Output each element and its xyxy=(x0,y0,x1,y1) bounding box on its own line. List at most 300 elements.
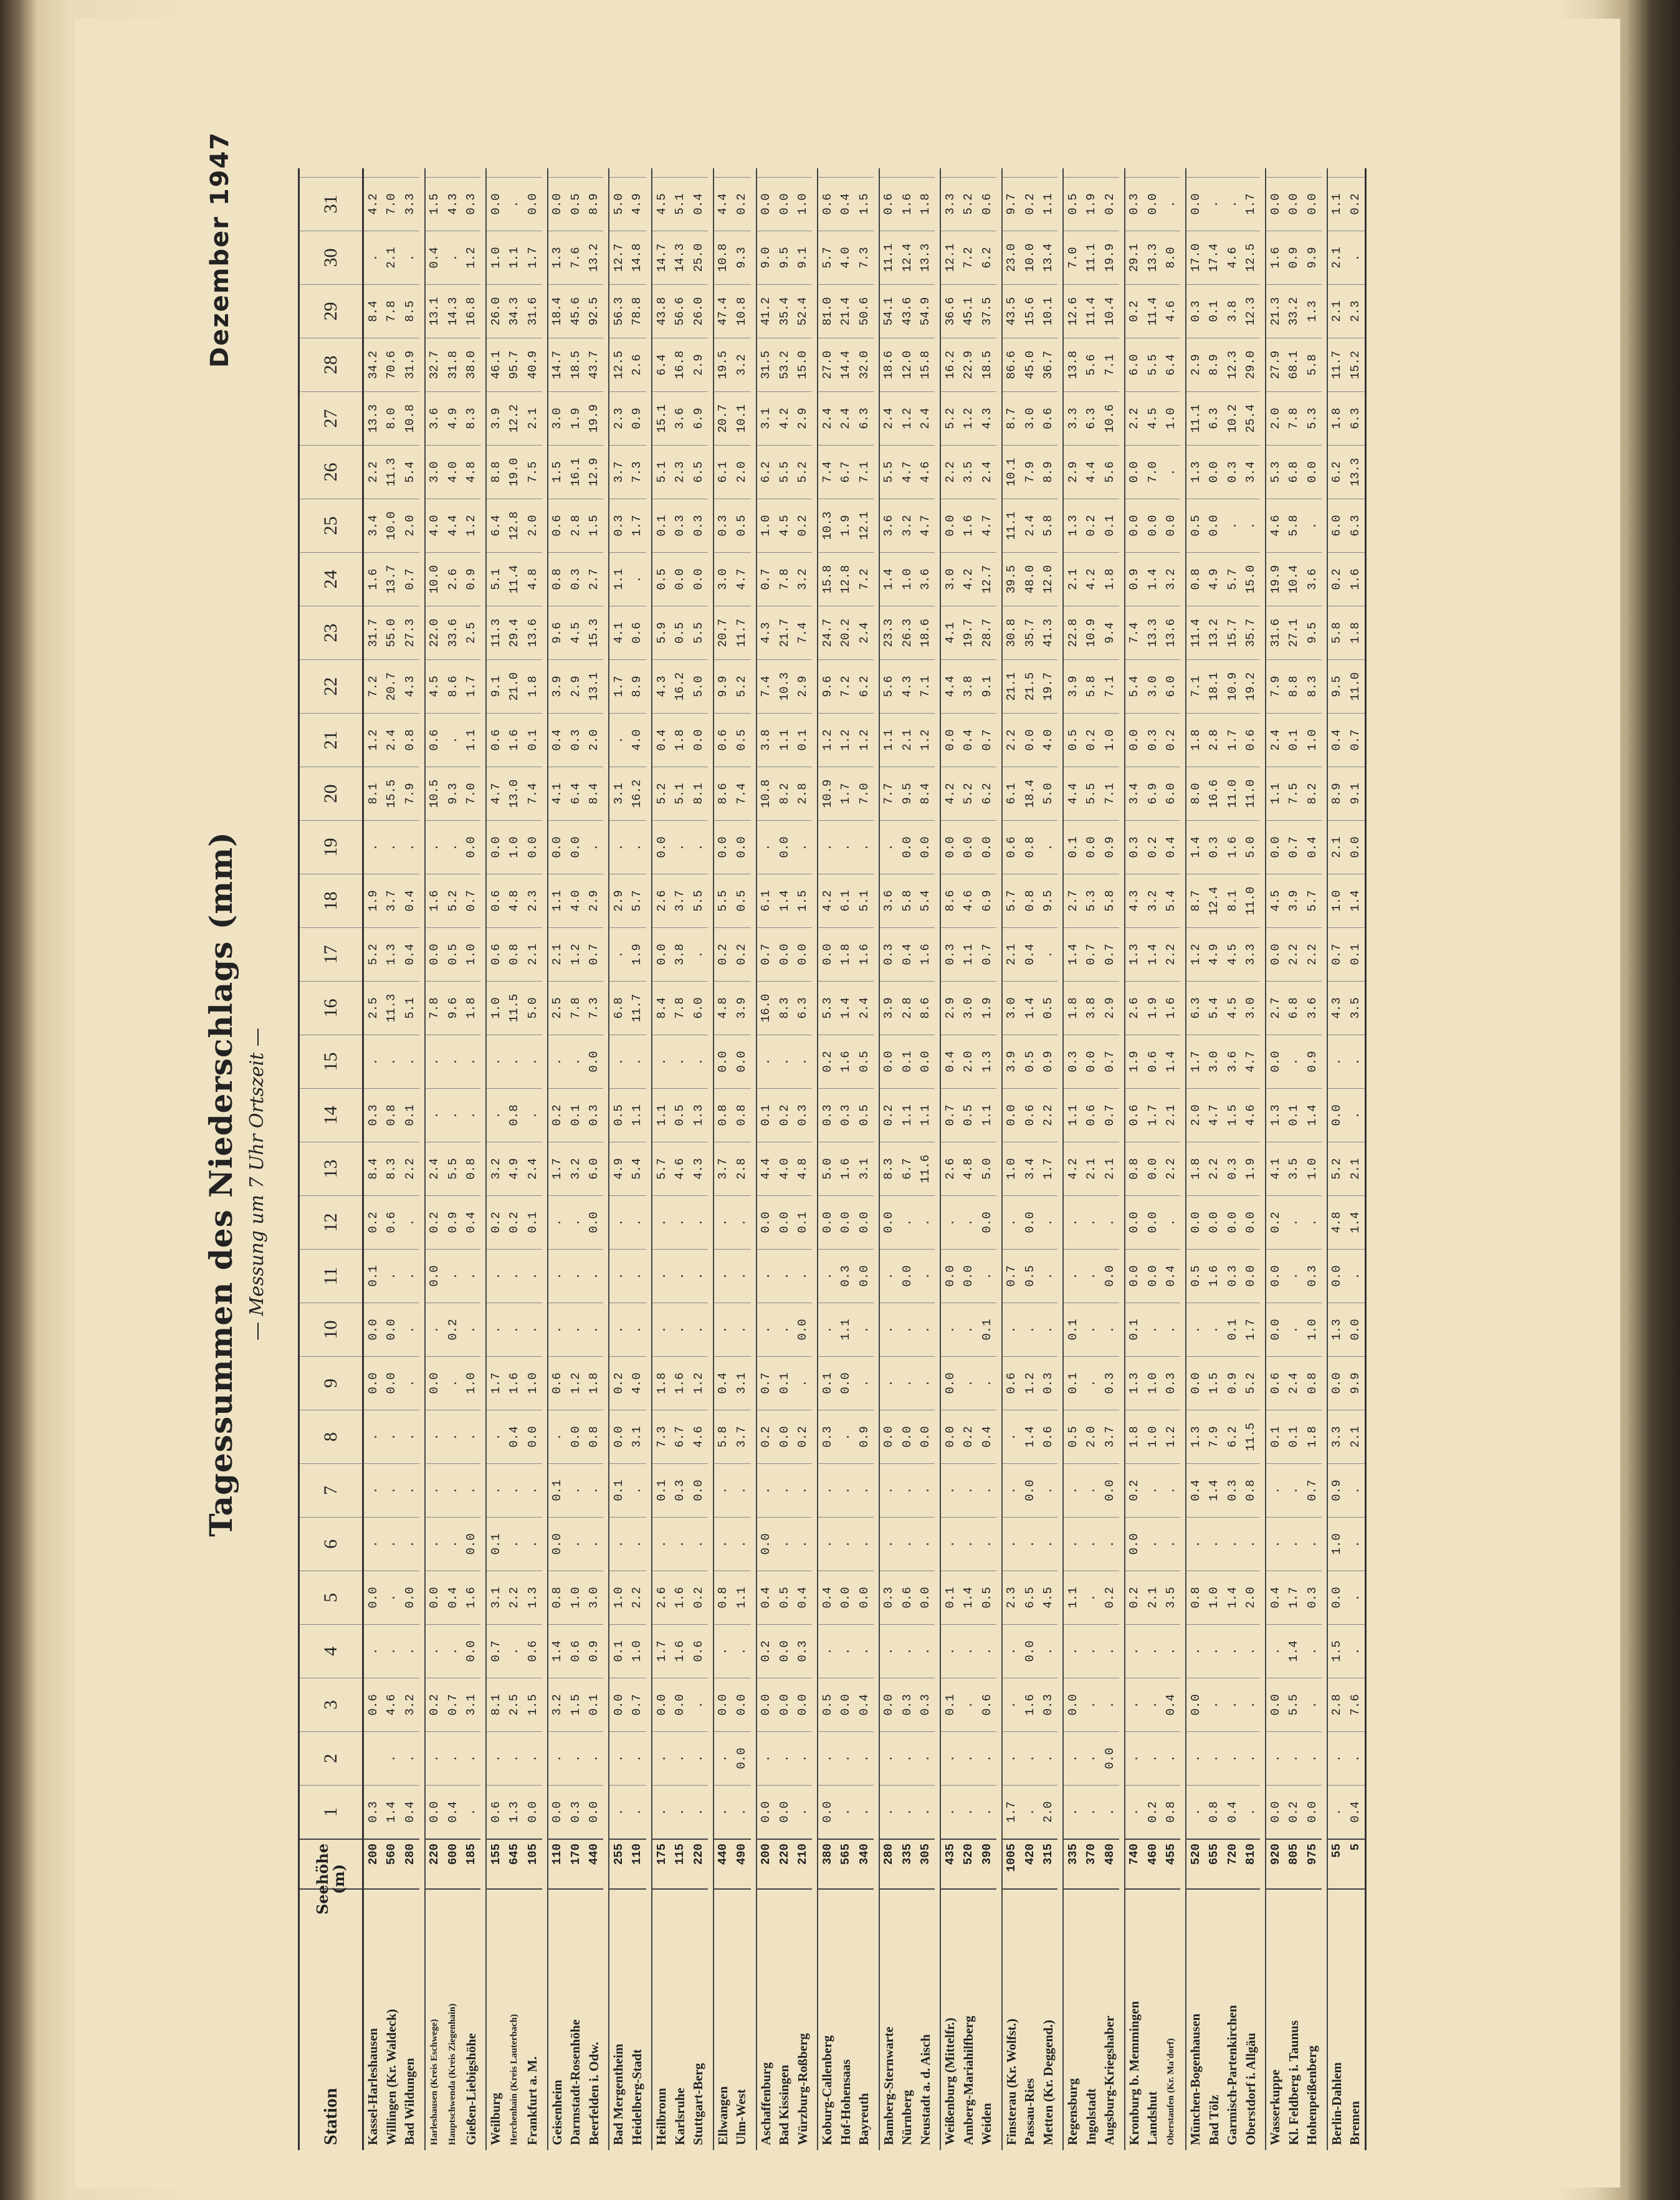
precipitation-value: 2.2 xyxy=(1003,713,1021,767)
precipitation-value: 4.6 xyxy=(689,1410,708,1463)
precipitation-value: 1.1 xyxy=(732,1571,751,1624)
table-row xyxy=(1346,168,1365,2150)
precipitation-value: 3.7 xyxy=(732,1410,751,1463)
table-row xyxy=(1143,168,1162,2150)
station-name: Augsburg-Kriegshaber xyxy=(1100,1888,1119,2150)
precipitation-value: 4.3 xyxy=(898,659,917,713)
precipitation-value: 0.0 xyxy=(1125,713,1144,767)
precipitation-value: . xyxy=(1266,1731,1285,1785)
station-elevation: 380 xyxy=(818,1839,837,1888)
table-row xyxy=(940,168,960,2150)
precipitation-value: 0.0 xyxy=(364,1571,383,1624)
precipitation-value: . xyxy=(960,1517,978,1571)
precipitation-value: 5.3 xyxy=(1082,874,1101,927)
header-day: 16 xyxy=(300,981,362,1035)
precipitation-value: . xyxy=(1143,1624,1162,1678)
station-elevation: 280 xyxy=(880,1839,899,1888)
precipitation-value: 0.7 xyxy=(628,1678,647,1731)
precipitation-value: 11.7 xyxy=(628,981,647,1035)
precipitation-value: . xyxy=(898,1195,917,1249)
precipitation-value: . xyxy=(689,927,708,981)
precipitation-value: 1.8 xyxy=(585,1356,604,1410)
precipitation-value: 13.4 xyxy=(1039,231,1058,284)
precipitation-value: 26.0 xyxy=(487,284,505,338)
precipitation-value: 38.0 xyxy=(462,338,481,391)
precipitation-value: 8.3 xyxy=(880,1142,899,1195)
precipitation-value: . xyxy=(487,1303,505,1356)
precipitation-value: 18.6 xyxy=(917,606,935,659)
precipitation-value: 0.7 xyxy=(487,1624,505,1678)
precipitation-value: 1.5 xyxy=(585,499,604,552)
precipitation-value: 1.6 xyxy=(898,177,917,231)
precipitation-value: 1.4 xyxy=(960,1571,978,1624)
precipitation-value: 0.6 xyxy=(880,177,899,231)
precipitation-value: 2.7 xyxy=(1064,874,1082,927)
precipitation-value: 0.8 xyxy=(1242,1463,1261,1517)
precipitation-value: 16.0 xyxy=(757,981,776,1035)
precipitation-value: 0.2 xyxy=(1125,1463,1144,1517)
precipitation-value: 4.9 xyxy=(628,177,647,231)
precipitation-value: 1.8 xyxy=(523,659,542,713)
precipitation-value: . xyxy=(1346,231,1365,284)
precipitation-value: 1.6 xyxy=(960,499,978,552)
station-elevation: 440 xyxy=(714,1839,733,1888)
table-row xyxy=(917,168,935,2150)
precipitation-value: 1.6 xyxy=(917,927,935,981)
precipitation-value: 20.7 xyxy=(714,391,733,445)
precipitation-value: 1.1 xyxy=(609,552,628,606)
station-name: Herchenhain (Kreis Lauterbach) xyxy=(505,1888,524,2150)
precipitation-value: 0.0 xyxy=(1266,1678,1285,1731)
precipitation-value: 1.6 xyxy=(505,1356,524,1410)
precipitation-value: . xyxy=(1205,1731,1224,1785)
precipitation-value: 26.3 xyxy=(898,606,917,659)
precipitation-value: 4.1 xyxy=(609,606,628,659)
precipitation-value: 18.5 xyxy=(566,338,585,391)
precipitation-value: 11.3 xyxy=(383,981,401,1035)
precipitation-value: 0.7 xyxy=(1328,927,1347,981)
precipitation-value: 29.4 xyxy=(505,606,524,659)
header-day: 7 xyxy=(300,1463,362,1517)
precipitation-value: 11.5 xyxy=(1242,1410,1261,1463)
precipitation-value: 3.0 xyxy=(1003,981,1021,1035)
precipitation-value: . xyxy=(1186,1624,1205,1678)
precipitation-value: 2.2 xyxy=(1162,927,1181,981)
precipitation-value: . xyxy=(505,1463,524,1517)
header-day: 18 xyxy=(300,874,362,927)
precipitation-value: 0.0 xyxy=(1143,1195,1162,1249)
precipitation-value: . xyxy=(401,1410,419,1463)
precipitation-value: 0.1 xyxy=(523,713,542,767)
precipitation-value: 5.0 xyxy=(818,1142,837,1195)
precipitation-value: 13.3 xyxy=(1143,231,1162,284)
precipitation-value: . xyxy=(818,1517,837,1571)
precipitation-value: 0.3 xyxy=(689,499,708,552)
precipitation-value: 2.6 xyxy=(941,1142,960,1195)
precipitation-value: . xyxy=(462,1303,481,1356)
precipitation-value: 0.5 xyxy=(1021,1249,1039,1303)
precipitation-value: 1.0 xyxy=(609,1571,628,1624)
precipitation-value: 7.9 xyxy=(401,767,419,820)
precipitation-value: 0.0 xyxy=(775,1410,794,1463)
precipitation-value: 2.2 xyxy=(628,1571,647,1624)
precipitation-value: 4.5 xyxy=(775,499,794,552)
precipitation-value: 3.2 xyxy=(1162,552,1181,606)
precipitation-value: 0.0 xyxy=(1346,1303,1365,1356)
precipitation-value: . xyxy=(585,1463,604,1517)
precipitation-value: 1.2 xyxy=(566,1356,585,1410)
precipitation-value: 0.3 xyxy=(585,1088,604,1142)
precipitation-value: . xyxy=(1064,1463,1082,1517)
precipitation-value: 0.8 xyxy=(1303,1356,1322,1410)
precipitation-value: 1.4 xyxy=(775,874,794,927)
precipitation-value: 0.6 xyxy=(1242,713,1261,767)
precipitation-value: 0.6 xyxy=(487,927,505,981)
precipitation-value: 45.0 xyxy=(1021,338,1039,391)
precipitation-value: . xyxy=(671,1303,690,1356)
precipitation-value: 0.0 xyxy=(462,820,481,874)
precipitation-value: . xyxy=(689,1249,708,1303)
station-name: München-Bogenhausen xyxy=(1186,1888,1205,2150)
precipitation-value: . xyxy=(383,1410,401,1463)
precipitation-value: 0.0 xyxy=(1125,1195,1144,1249)
precipitation-value: 0.0 xyxy=(1143,1249,1162,1303)
precipitation-value: . xyxy=(1064,1195,1082,1249)
station-name: Bad Mergentheim xyxy=(609,1888,628,2150)
precipitation-value: 8.0 xyxy=(383,391,401,445)
precipitation-value: 0.8 xyxy=(505,1088,524,1142)
precipitation-value: 0.1 xyxy=(1064,1356,1082,1410)
station-name: Regensburg xyxy=(1064,1888,1082,2150)
precipitation-value: 0.0 xyxy=(960,820,978,874)
precipitation-value: 5.9 xyxy=(652,606,671,659)
precipitation-value: . xyxy=(628,1249,647,1303)
precipitation-value: . xyxy=(1082,1785,1101,1839)
station-name: Frankfurt a. M. xyxy=(523,1888,542,2150)
precipitation-value: 8.1 xyxy=(1223,874,1242,927)
table-row xyxy=(671,168,690,2150)
precipitation-value: 7.8 xyxy=(1285,391,1304,445)
precipitation-value: 3.8 xyxy=(1082,981,1101,1035)
precipitation-value: 7.9 xyxy=(1205,1410,1224,1463)
precipitation-value: 0.6 xyxy=(383,1195,401,1249)
precipitation-value: 10.0 xyxy=(426,552,444,606)
precipitation-value: . xyxy=(1082,1195,1101,1249)
precipitation-value: 4.0 xyxy=(566,874,585,927)
precipitation-value: 6.1 xyxy=(837,874,856,927)
precipitation-value: . xyxy=(837,1624,856,1678)
precipitation-value: 1.8 xyxy=(1328,391,1347,445)
precipitation-value: 8.0 xyxy=(1186,767,1205,820)
precipitation-value: 21.5 xyxy=(1021,659,1039,713)
precipitation-value: 25.4 xyxy=(1242,391,1261,445)
precipitation-value: 12.7 xyxy=(978,552,996,606)
precipitation-value: 0.0 xyxy=(652,820,671,874)
precipitation-value: . xyxy=(978,1517,996,1571)
precipitation-value: 0.0 xyxy=(566,1410,585,1463)
precipitation-value: 0.6 xyxy=(523,1624,542,1678)
precipitation-value: 0.1 xyxy=(1125,1303,1144,1356)
precipitation-value: 0.9 xyxy=(855,1410,874,1463)
station-elevation: 655 xyxy=(1205,1839,1224,1888)
precipitation-value: . xyxy=(960,1463,978,1517)
precipitation-value: . xyxy=(566,1195,585,1249)
station-elevation: 720 xyxy=(1223,1839,1242,1888)
precipitation-value: 27.9 xyxy=(1266,338,1285,391)
precipitation-value: 0.0 xyxy=(1205,445,1224,499)
precipitation-value: 1.6 xyxy=(1162,981,1181,1035)
precipitation-value: 0.2 xyxy=(505,1195,524,1249)
precipitation-value: 6.8 xyxy=(1285,445,1304,499)
precipitation-value: . xyxy=(1223,1678,1242,1731)
precipitation-value: 2.1 xyxy=(1328,231,1347,284)
precipitation-value: 3.1 xyxy=(487,1571,505,1624)
station-name: Oberstaufen (Kr. Ma'dorf) xyxy=(1162,1888,1181,2150)
precipitation-value: . xyxy=(505,1624,524,1678)
header-day: 4 xyxy=(300,1624,362,1678)
precipitation-value: 0.0 xyxy=(364,1303,383,1356)
precipitation-value: . xyxy=(714,1624,733,1678)
precipitation-value: 1.2 xyxy=(1186,927,1205,981)
precipitation-value: 0.7 xyxy=(978,713,996,767)
precipitation-value: 0.3 xyxy=(880,1571,899,1624)
precipitation-value: 1.9 xyxy=(1082,177,1101,231)
station-elevation: 110 xyxy=(628,1839,647,1888)
station-name: Hohenpeißenberg xyxy=(1303,1888,1322,2150)
precipitation-value: 0.7 xyxy=(585,927,604,981)
precipitation-value: 0.1 xyxy=(1064,1303,1082,1356)
station-elevation: 805 xyxy=(1285,1839,1304,1888)
precipitation-value: 0.0 xyxy=(1328,1571,1347,1624)
precipitation-value: 0.4 xyxy=(548,713,567,767)
precipitation-value: 0.4 xyxy=(960,713,978,767)
precipitation-value: 3.4 xyxy=(1021,1142,1039,1195)
precipitation-value: 30.8 xyxy=(1003,606,1021,659)
precipitation-value: 0.0 xyxy=(818,927,837,981)
precipitation-value: 15.1 xyxy=(652,391,671,445)
precipitation-value: 0.5 xyxy=(818,1678,837,1731)
precipitation-value: . xyxy=(628,1195,647,1249)
precipitation-value: 1.1 xyxy=(880,713,899,767)
precipitation-value: 1.5 xyxy=(548,445,567,499)
precipitation-value: 1.4 xyxy=(1186,820,1205,874)
precipitation-value: . xyxy=(1162,1195,1181,1249)
precipitation-value: 0.5 xyxy=(1064,713,1082,767)
precipitation-value: 6.4 xyxy=(652,338,671,391)
precipitation-value: 2.1 xyxy=(383,231,401,284)
precipitation-value: 2.2 xyxy=(401,1142,419,1195)
precipitation-value: 0.6 xyxy=(628,606,647,659)
precipitation-value: 7.1 xyxy=(1186,659,1205,713)
precipitation-value: 2.4 xyxy=(837,391,856,445)
station-elevation: 390 xyxy=(978,1839,996,1888)
precipitation-value: . xyxy=(917,1731,935,1785)
table-row xyxy=(960,168,978,2150)
precipitation-value: . xyxy=(444,713,462,767)
precipitation-value: 6.2 xyxy=(978,767,996,820)
precipitation-value: . xyxy=(855,1731,874,1785)
precipitation-value: . xyxy=(364,1035,383,1088)
precipitation-value: 0.6 xyxy=(1082,1088,1101,1142)
precipitation-value: 9.6 xyxy=(444,981,462,1035)
precipitation-value: 1.6 xyxy=(671,1624,690,1678)
header-day: 11 xyxy=(300,1249,362,1303)
precipitation-value: 4.5 xyxy=(1223,927,1242,981)
precipitation-value: 0.4 xyxy=(1021,927,1039,981)
precipitation-value: . xyxy=(714,1249,733,1303)
station-elevation: 340 xyxy=(855,1839,874,1888)
precipitation-value: 1.8 xyxy=(462,981,481,1035)
precipitation-value: 0.3 xyxy=(1125,177,1144,231)
precipitation-value: . xyxy=(1285,1195,1304,1249)
precipitation-value: . xyxy=(1205,1517,1224,1571)
precipitation-value: 0.2 xyxy=(364,1195,383,1249)
station-elevation: 200 xyxy=(364,1839,383,1888)
precipitation-value: 43.6 xyxy=(898,284,917,338)
precipitation-value: 0.0 xyxy=(880,1195,899,1249)
precipitation-value: . xyxy=(1346,1517,1365,1571)
precipitation-value: 4.3 xyxy=(689,1142,708,1195)
precipitation-value: . xyxy=(917,1195,935,1249)
precipitation-value: . xyxy=(1003,1517,1021,1571)
precipitation-value: 0.0 xyxy=(837,1571,856,1624)
precipitation-value: 1.1 xyxy=(505,231,524,284)
precipitation-value: 3.8 xyxy=(671,927,690,981)
precipitation-value: 0.1 xyxy=(1285,1410,1304,1463)
precipitation-value: 1.0 xyxy=(1205,1571,1224,1624)
precipitation-value: 1.6 xyxy=(671,1571,690,1624)
precipitation-value: 56.3 xyxy=(609,284,628,338)
precipitation-value: 5.5 xyxy=(1143,338,1162,391)
precipitation-value: . xyxy=(714,1303,733,1356)
precipitation-value: . xyxy=(487,1731,505,1785)
precipitation-value: 0.0 xyxy=(585,1785,604,1839)
precipitation-value: 7.8 xyxy=(383,284,401,338)
table-row xyxy=(898,168,917,2150)
station-name: Bremen xyxy=(1346,1888,1365,2150)
precipitation-value: 9.9 xyxy=(1303,231,1322,284)
precipitation-value: 5.2 xyxy=(1242,1356,1261,1410)
precipitation-value: . xyxy=(1346,1249,1365,1303)
precipitation-value: . xyxy=(1021,1731,1039,1785)
precipitation-value: 0.0 xyxy=(1100,1463,1119,1517)
precipitation-value: 4.8 xyxy=(1328,1195,1347,1249)
precipitation-value: . xyxy=(585,1249,604,1303)
precipitation-value: 14.7 xyxy=(652,231,671,284)
precipitation-value: 0.3 xyxy=(837,1249,856,1303)
precipitation-value: . xyxy=(401,1195,419,1249)
precipitation-value: 0.0 xyxy=(652,927,671,981)
precipitation-value: . xyxy=(960,1785,978,1839)
header-day: 24 xyxy=(300,552,362,606)
precipitation-value: 4.5 xyxy=(1223,981,1242,1035)
precipitation-value: 0.3 xyxy=(671,1463,690,1517)
precipitation-value: 0.3 xyxy=(566,1785,585,1839)
precipitation-value: 1.1 xyxy=(960,927,978,981)
table-row xyxy=(523,168,542,2150)
station-name: Geisenheim xyxy=(548,1888,567,2150)
precipitation-value: 31.7 xyxy=(364,606,383,659)
precipitation-value: 9.1 xyxy=(487,659,505,713)
precipitation-value: 0.3 xyxy=(917,1678,935,1731)
precipitation-value: 0.0 xyxy=(917,1035,935,1088)
precipitation-value: . xyxy=(818,1303,837,1356)
precipitation-value: 3.2 xyxy=(794,552,813,606)
precipitation-value: 1.3 xyxy=(548,231,567,284)
table-row xyxy=(383,168,401,2150)
precipitation-value: 3.4 xyxy=(1242,445,1261,499)
precipitation-value: 5.8 xyxy=(1328,606,1347,659)
station-name: Weißenburg (Mittelfr.) xyxy=(941,1888,960,2150)
precipitation-value: 1.3 xyxy=(1186,445,1205,499)
precipitation-value: 0.9 xyxy=(462,552,481,606)
precipitation-value: 0.8 xyxy=(1021,820,1039,874)
precipitation-value: 6.5 xyxy=(689,445,708,499)
precipitation-value: 3.0 xyxy=(426,445,444,499)
month-label: Dezember 1947 xyxy=(206,131,234,368)
precipitation-value: 11.6 xyxy=(917,1142,935,1195)
precipitation-value: . xyxy=(917,1249,935,1303)
precipitation-value: . xyxy=(1303,499,1322,552)
precipitation-value: 7.4 xyxy=(794,606,813,659)
precipitation-value: 13.1 xyxy=(426,284,444,338)
header-station: Station xyxy=(300,1888,362,2150)
precipitation-value: 2.9 xyxy=(941,981,960,1035)
precipitation-value: . xyxy=(1143,1678,1162,1731)
precipitation-value: 41.2 xyxy=(757,284,776,338)
precipitation-value: 31.6 xyxy=(523,284,542,338)
precipitation-value: 2.4 xyxy=(426,1142,444,1195)
precipitation-value: 0.9 xyxy=(1303,1035,1322,1088)
precipitation-value: . xyxy=(732,1195,751,1249)
station-elevation: 520 xyxy=(1186,1839,1205,1888)
precipitation-value: 10.8 xyxy=(714,231,733,284)
precipitation-value: 1.7 xyxy=(1186,1035,1205,1088)
precipitation-value: 5.2 xyxy=(960,177,978,231)
precipitation-value: 0.8 xyxy=(548,552,567,606)
precipitation-value: 4.3 xyxy=(401,659,419,713)
precipitation-value: 6.0 xyxy=(1162,767,1181,820)
precipitation-value: 0.9 xyxy=(1039,1035,1058,1088)
precipitation-value: 1.4 xyxy=(880,552,899,606)
precipitation-value: 4.0 xyxy=(775,1142,794,1195)
header-day: 5 xyxy=(300,1571,362,1624)
precipitation-value: 0.0 xyxy=(794,927,813,981)
precipitation-value: 46.1 xyxy=(487,338,505,391)
precipitation-value: 0.6 xyxy=(978,177,996,231)
precipitation-value: 0.0 xyxy=(714,1678,733,1731)
precipitation-value: 0.0 xyxy=(732,820,751,874)
precipitation-value: 6.2 xyxy=(1328,445,1347,499)
precipitation-value: 7.2 xyxy=(960,231,978,284)
precipitation-value: 0.2 xyxy=(1125,284,1144,338)
precipitation-value: 5.0 xyxy=(1039,767,1058,820)
precipitation-value: 0.2 xyxy=(1285,1785,1304,1839)
precipitation-value: 0.2 xyxy=(714,927,733,981)
precipitation-value: 0.4 xyxy=(978,1410,996,1463)
station-name: Nürnberg xyxy=(898,1888,917,2150)
precipitation-value: . xyxy=(1064,1731,1082,1785)
table-row xyxy=(713,168,733,2150)
precipitation-value: 0.3 xyxy=(1223,445,1242,499)
precipitation-value: 4.3 xyxy=(757,606,776,659)
precipitation-value: 7.4 xyxy=(1125,606,1144,659)
precipitation-value: . xyxy=(1242,1624,1261,1678)
precipitation-value: 6.3 xyxy=(1186,981,1205,1035)
precipitation-value: 1.7 xyxy=(1003,1785,1021,1839)
precipitation-value: . xyxy=(880,820,899,874)
precipitation-value: 3.7 xyxy=(609,445,628,499)
